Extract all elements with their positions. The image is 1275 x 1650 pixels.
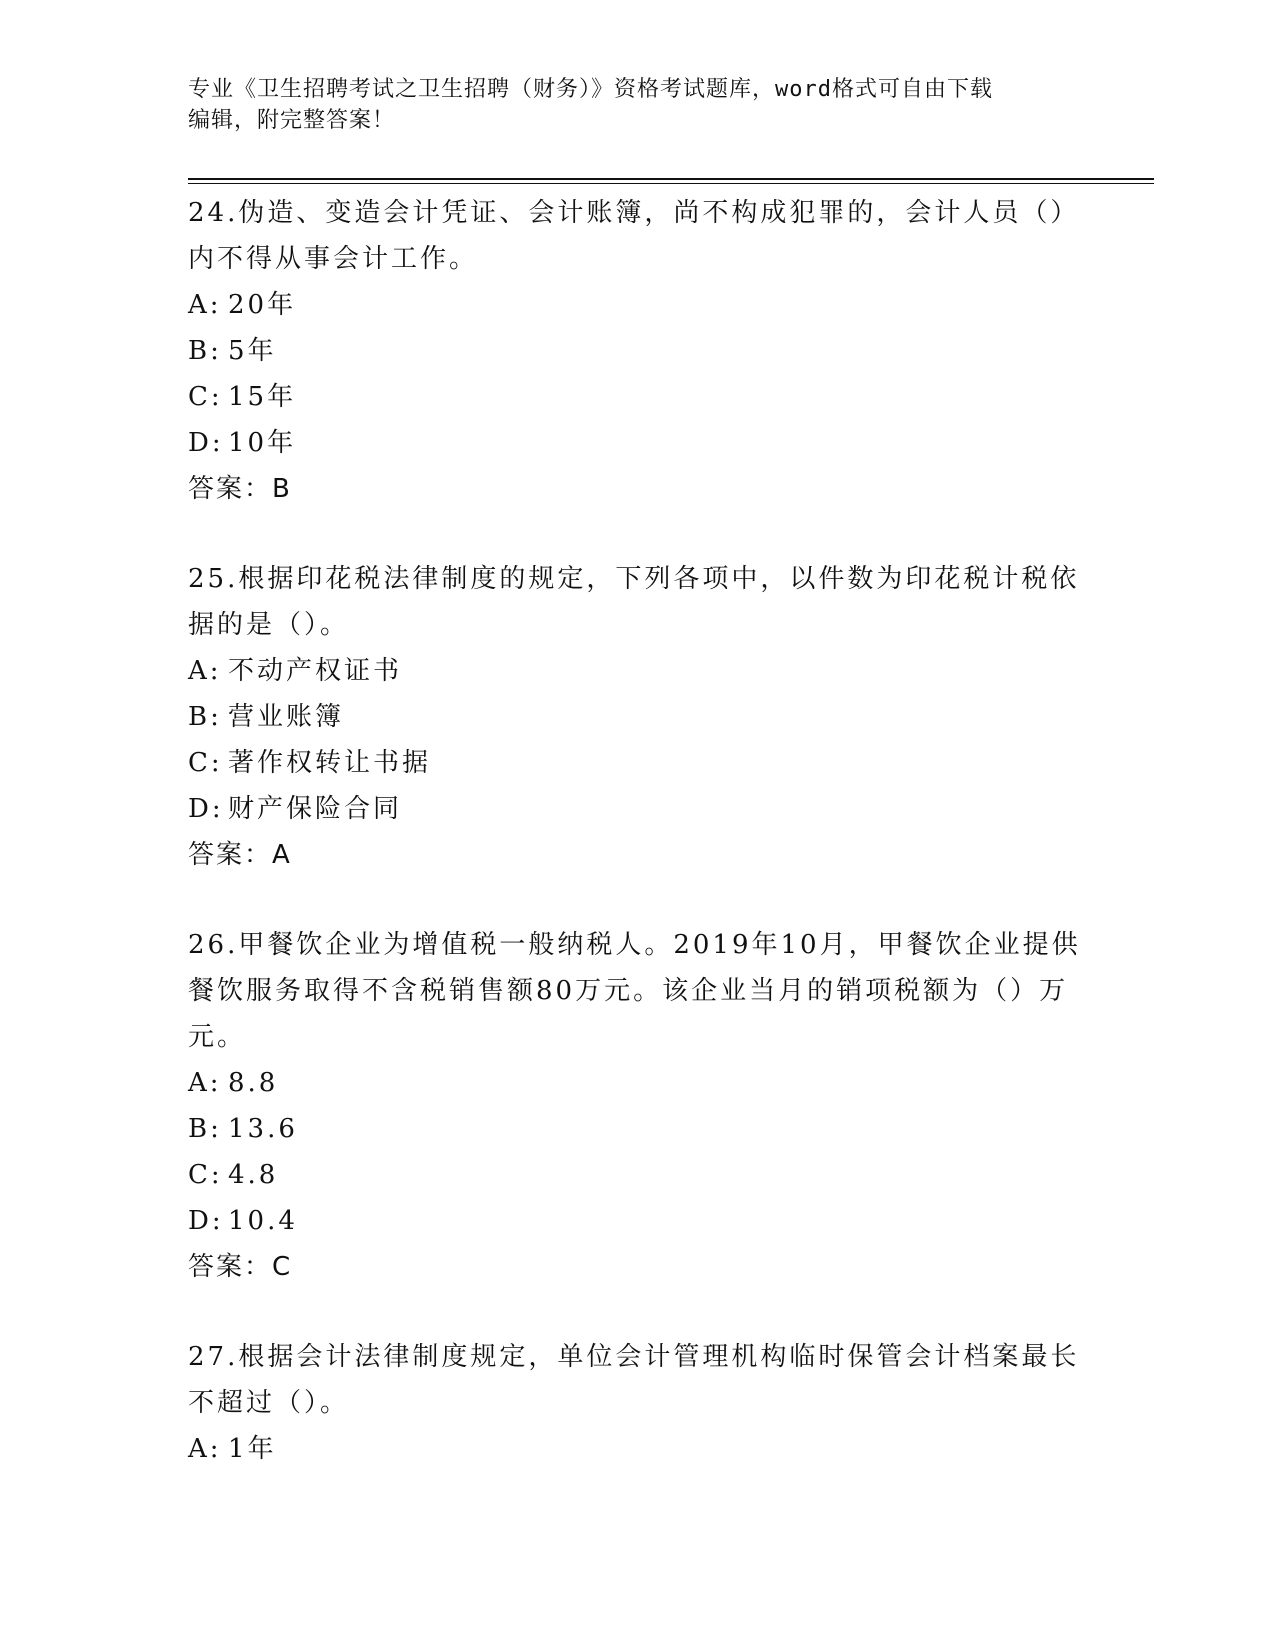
option-text: 10年 (228, 428, 297, 458)
option-letter: B: (188, 336, 222, 366)
question-27 (188, 1334, 1088, 1472)
answer-line: 答案：C (188, 1252, 293, 1282)
option-a (188, 1060, 1088, 1106)
option-letter: D: (188, 1206, 224, 1236)
question-list (188, 190, 1088, 1472)
option-text: 营业账簿 (228, 702, 345, 732)
option-d (188, 420, 1088, 466)
option-d (188, 1198, 1088, 1244)
option-b (188, 1106, 1088, 1152)
option-text: 不动产权证书 (228, 656, 403, 686)
question-24 (188, 190, 1088, 512)
option-c (188, 740, 1088, 786)
question-stem: 24.伪造、变造会计凭证、会计账簿，尚不构成犯罪的，会计人员（）内不得从事会计工作。 (188, 198, 1080, 274)
header-divider-thick (188, 178, 1154, 180)
option-letter: B: (188, 702, 222, 732)
option-b (188, 328, 1088, 374)
question-26 (188, 922, 1088, 1290)
option-letter: D: (188, 794, 224, 824)
option-text: 13.6 (228, 1114, 298, 1144)
document-header (188, 74, 1088, 136)
question-stem: 26.甲餐饮企业为增值税一般纳税人。2019年10月，甲餐饮企业提供餐饮服务取得不含税销售额80万元。该企业当月的销项税额为（）万元。 (188, 930, 1081, 1052)
option-text: 财产保险合同 (228, 794, 403, 824)
option-letter: C: (188, 382, 223, 412)
option-text: 4.8 (228, 1160, 279, 1190)
option-letter: C: (188, 1160, 223, 1190)
option-text: 著作权转让书据 (228, 748, 432, 778)
answer-line: 答案：B (188, 474, 292, 504)
option-text: 1年 (228, 1434, 277, 1464)
option-a (188, 648, 1088, 694)
option-letter: A: (188, 1068, 222, 1098)
question-25 (188, 556, 1088, 878)
option-d (188, 786, 1088, 832)
option-letter: C: (188, 748, 223, 778)
question-stem: 27.根据会计法律制度规定，单位会计管理机构临时保管会计档案最长不超过（）。 (188, 1342, 1080, 1418)
option-a (188, 1426, 1088, 1472)
option-letter: D: (188, 428, 224, 458)
option-text: 5年 (228, 336, 277, 366)
option-letter: A: (188, 656, 222, 686)
header-divider-thin (188, 183, 1154, 184)
header-line-2: 编辑，附完整答案！ (188, 108, 396, 133)
answer-line: 答案：A (188, 840, 292, 870)
option-letter: B: (188, 1114, 222, 1144)
question-stem: 25.根据印花税法律制度的规定，下列各项中，以件数为印花税计税依据的是（）。 (188, 564, 1080, 640)
option-letter: A: (188, 1434, 222, 1464)
option-letter: A: (188, 290, 222, 320)
option-c (188, 1152, 1088, 1198)
option-c (188, 374, 1088, 420)
option-text: 8.8 (228, 1068, 279, 1098)
option-b (188, 694, 1088, 740)
option-text: 20年 (228, 290, 297, 320)
header-line-1: 专业《卫生招聘考试之卫生招聘（财务）》资格考试题库，word格式可自由下载 (188, 77, 993, 102)
option-a (188, 282, 1088, 328)
option-text: 15年 (228, 382, 297, 412)
option-text: 10.4 (228, 1206, 298, 1236)
